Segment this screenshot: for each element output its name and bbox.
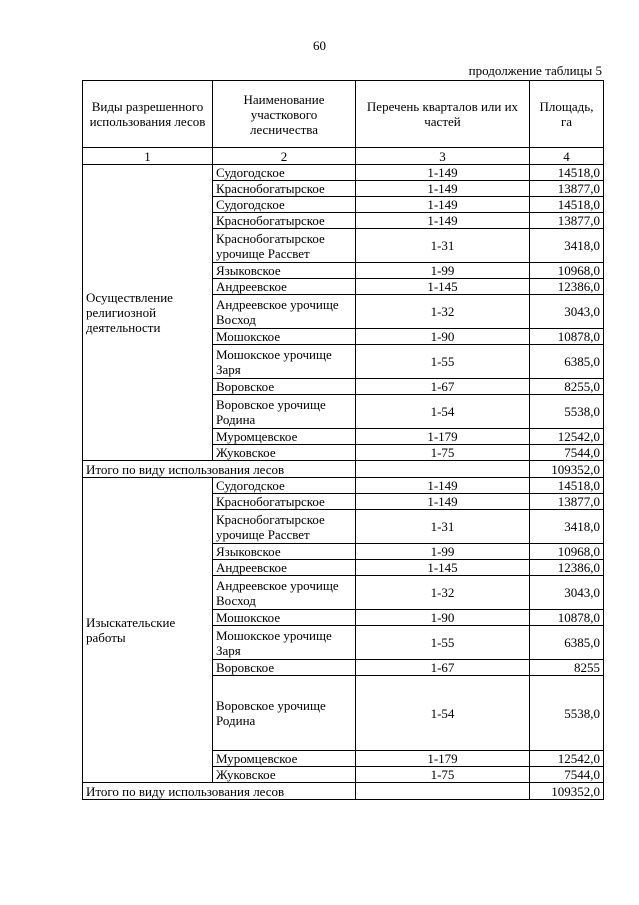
forestry-name-cell: Судогодское bbox=[213, 165, 356, 181]
quarters-cell: 1-149 bbox=[356, 165, 530, 181]
quarters-cell: 1-145 bbox=[356, 279, 530, 295]
quarters-cell: 1-179 bbox=[356, 751, 530, 767]
area-cell: 8255,0 bbox=[530, 379, 604, 395]
forestry-name-cell: Краснобогатырское bbox=[213, 181, 356, 197]
quarters-cell: 1-145 bbox=[356, 560, 530, 576]
quarters-cell: 1-90 bbox=[356, 610, 530, 626]
quarters-cell: 1-55 bbox=[356, 626, 530, 660]
forestry-name-cell: Жуковское bbox=[213, 445, 356, 461]
header-forestry-name: Наименование участкового лесничества bbox=[213, 81, 356, 148]
quarters-cell: 1-67 bbox=[356, 379, 530, 395]
table-header-row bbox=[83, 81, 604, 148]
total-area: 109352,0 bbox=[530, 783, 604, 800]
area-cell: 6385,0 bbox=[530, 345, 604, 379]
quarters-cell: 1-149 bbox=[356, 213, 530, 229]
quarters-cell: 1-75 bbox=[356, 767, 530, 783]
forestry-name-cell: Андреевское bbox=[213, 560, 356, 576]
table-continuation-note: продолжение таблицы 5 bbox=[468, 63, 602, 78]
total-area: 109352,0 bbox=[530, 461, 604, 478]
area-cell: 10878,0 bbox=[530, 329, 604, 345]
area-cell: 12386,0 bbox=[530, 560, 604, 576]
quarters-cell: 1-99 bbox=[356, 544, 530, 560]
quarters-cell: 1-149 bbox=[356, 197, 530, 213]
area-cell: 6385,0 bbox=[530, 626, 604, 660]
page-number: 60 bbox=[313, 38, 326, 53]
area-cell: 7544,0 bbox=[530, 445, 604, 461]
quarters-cell: 1-32 bbox=[356, 576, 530, 610]
forestry-name-cell: Воровское bbox=[213, 379, 356, 395]
header-area: Площадь, га bbox=[530, 81, 604, 148]
total-row bbox=[83, 783, 604, 800]
area-cell: 12542,0 bbox=[530, 751, 604, 767]
forestry-name-cell: Мошокское bbox=[213, 329, 356, 345]
forestry-name-cell: Воровское урочище Родина bbox=[213, 395, 356, 429]
use-type-cell: Изыскательские работы bbox=[83, 478, 213, 783]
area-cell: 10968,0 bbox=[530, 544, 604, 560]
total-label: Итого по виду использования лесов bbox=[83, 783, 356, 800]
column-numbers-row bbox=[83, 148, 604, 165]
forestry-name-cell: Краснобогатырское урочище Рассвет bbox=[213, 510, 356, 544]
quarters-cell: 1-149 bbox=[356, 181, 530, 197]
quarters-cell: 1-55 bbox=[356, 345, 530, 379]
quarters-cell: 1-31 bbox=[356, 229, 530, 263]
forestry-name-cell: Воровское bbox=[213, 660, 356, 676]
forestry-name-cell: Андреевское урочище Восход bbox=[213, 295, 356, 329]
area-cell: 14518,0 bbox=[530, 165, 604, 181]
forestry-name-cell: Мошокское урочище Заря bbox=[213, 626, 356, 660]
forestry-name-cell: Муромцевское bbox=[213, 751, 356, 767]
total-empty-cell bbox=[356, 783, 530, 800]
header-use-type: Виды разрешенного использования лесов bbox=[83, 81, 213, 148]
quarters-cell: 1-75 bbox=[356, 445, 530, 461]
quarters-cell: 1-90 bbox=[356, 329, 530, 345]
forestry-name-cell: Воровское урочище Родина bbox=[213, 676, 356, 751]
table-body bbox=[83, 81, 604, 800]
column-number: 4 bbox=[530, 148, 604, 165]
forestry-name-cell: Краснобогатырское bbox=[213, 494, 356, 510]
area-cell: 13877,0 bbox=[530, 181, 604, 197]
quarters-cell: 1-99 bbox=[356, 263, 530, 279]
total-empty-cell bbox=[356, 461, 530, 478]
quarters-cell: 1-149 bbox=[356, 478, 530, 494]
column-number: 3 bbox=[356, 148, 530, 165]
quarters-cell: 1-54 bbox=[356, 676, 530, 751]
forestry-name-cell: Мошокское bbox=[213, 610, 356, 626]
total-label: Итого по виду использования лесов bbox=[83, 461, 356, 478]
area-cell: 5538,0 bbox=[530, 676, 604, 751]
forestry-name-cell: Краснобогатырское урочище Рассвет bbox=[213, 229, 356, 263]
table-row bbox=[83, 165, 604, 181]
quarters-cell: 1-31 bbox=[356, 510, 530, 544]
area-cell: 10968,0 bbox=[530, 263, 604, 279]
quarters-cell: 1-149 bbox=[356, 494, 530, 510]
forestry-name-cell: Андреевское урочище Восход bbox=[213, 576, 356, 610]
area-cell: 7544,0 bbox=[530, 767, 604, 783]
table-row bbox=[83, 478, 604, 494]
quarters-cell: 1-67 bbox=[356, 660, 530, 676]
area-cell: 14518,0 bbox=[530, 197, 604, 213]
forest-use-table bbox=[82, 80, 604, 800]
forestry-name-cell: Мошокское урочище Заря bbox=[213, 345, 356, 379]
area-cell: 3043,0 bbox=[530, 576, 604, 610]
area-cell: 5538,0 bbox=[530, 395, 604, 429]
area-cell: 13877,0 bbox=[530, 494, 604, 510]
area-cell: 10878,0 bbox=[530, 610, 604, 626]
forestry-name-cell: Языковское bbox=[213, 544, 356, 560]
column-number: 2 bbox=[213, 148, 356, 165]
quarters-cell: 1-179 bbox=[356, 429, 530, 445]
area-cell: 3418,0 bbox=[530, 510, 604, 544]
forestry-name-cell: Судогодское bbox=[213, 478, 356, 494]
forestry-name-cell: Андреевское bbox=[213, 279, 356, 295]
quarters-cell: 1-54 bbox=[356, 395, 530, 429]
forestry-name-cell: Судогодское bbox=[213, 197, 356, 213]
forestry-name-cell: Языковское bbox=[213, 263, 356, 279]
forestry-name-cell: Муромцевское bbox=[213, 429, 356, 445]
area-cell: 13877,0 bbox=[530, 213, 604, 229]
total-row bbox=[83, 461, 604, 478]
area-cell: 14518,0 bbox=[530, 478, 604, 494]
area-cell: 3043,0 bbox=[530, 295, 604, 329]
area-cell: 3418,0 bbox=[530, 229, 604, 263]
quarters-cell: 1-32 bbox=[356, 295, 530, 329]
area-cell: 8255 bbox=[530, 660, 604, 676]
forestry-name-cell: Жуковское bbox=[213, 767, 356, 783]
column-number: 1 bbox=[83, 148, 213, 165]
area-cell: 12386,0 bbox=[530, 279, 604, 295]
header-quarters: Перечень кварталов или их частей bbox=[356, 81, 530, 148]
forestry-name-cell: Краснобогатырское bbox=[213, 213, 356, 229]
area-cell: 12542,0 bbox=[530, 429, 604, 445]
use-type-cell: Осуществление религиозной деятельности bbox=[83, 165, 213, 461]
